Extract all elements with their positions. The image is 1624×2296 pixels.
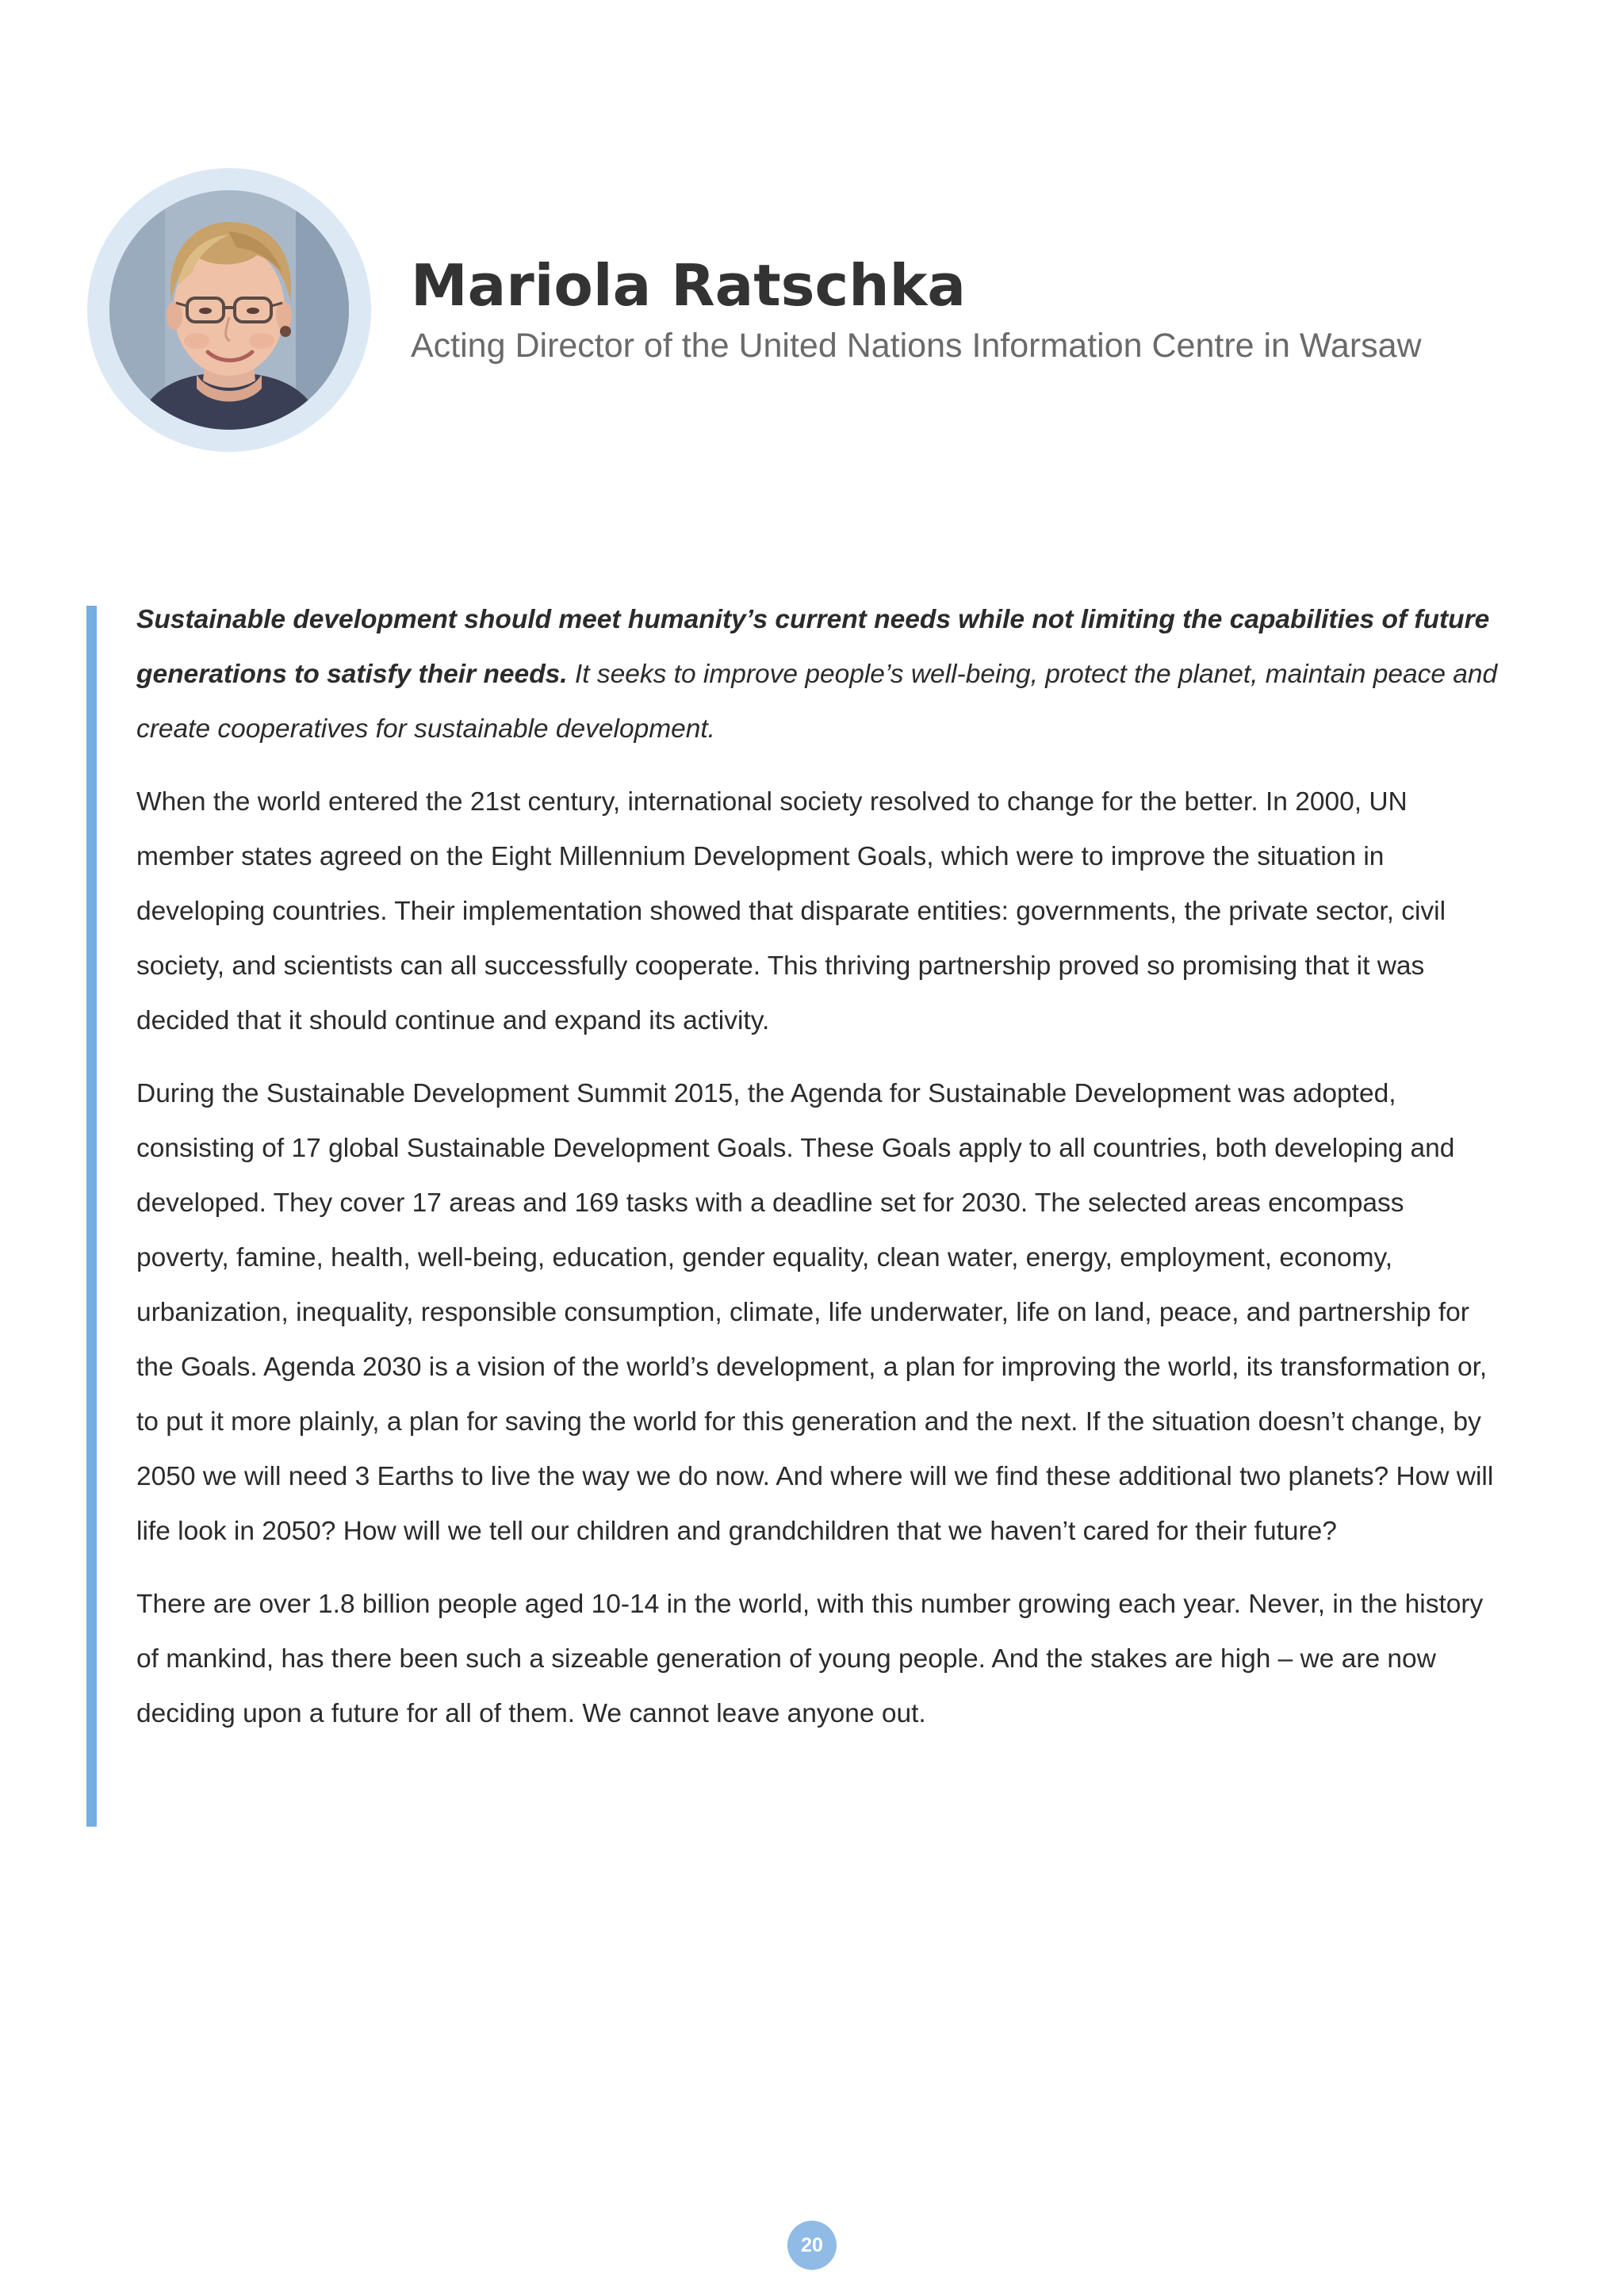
body-paragraph-3: There are over 1.8 billion people aged 10-14 in the world, with this number growing each year. Never, in the history of mankind, has there been such a sizeable generation of young people. And the stakes are high – we are now deciding upon a future for all of them. We cannot leave anyone out. [136, 1590, 1484, 1728]
author-role: Acting Director of the United Nations Information Centre in Warsaw [411, 327, 1422, 365]
quote-accent-bar [86, 606, 97, 1827]
lead-bold-text: Sustainable development should meet humanity’s current needs while not limiting the capabilities of future generations to satisfy their needs. [136, 605, 1490, 689]
author-portrait-photo [109, 190, 349, 430]
lead-italic-text: It seeks to improve people’s well-being, protect the planet, maintain peace and create cooperatives for sustainable development. [136, 660, 1498, 744]
lead-paragraph [136, 592, 1500, 756]
portrait-illustration [109, 190, 349, 430]
portrait-frame [87, 168, 371, 452]
page-number-badge: 20 [787, 2221, 837, 2270]
author-name: Mariola Ratschka [411, 252, 966, 319]
author-header [411, 252, 1584, 366]
article-body [136, 592, 1500, 1759]
body-paragraph-1: When the world entered the 21st century, international society resolved to change for the better. In 2000, UN member states agreed on the Eight Millennium Development Goals, which were to improve the situation in developing countries. Their implementation showed that disparate entities: governments, the private sector, civil society, and scientists can all successfully cooperate. This thriving partnership proved so promising that it was decided that it should continue and expand its activity. [136, 787, 1446, 1035]
body-paragraph-2: During the Sustainable Development Summit 2015, the Agenda for Sustainable Development was adopted, consisting of 17 global Sustainable Development Goals. These Goals apply to all countries, both developing and developed. They cover 17 areas and 169 tasks with a deadline set for 2030. The selected areas encompass poverty, famine, health, well-being, education, gender equality, clean water, energy, employment, economy, urbanization, inequality, responsible consumption, climate, life underwater, life on land, peace, and partnership for the Goals. Agenda 2030 is a vision of the world’s development, a plan for improving the world, its transformation or, to put it more plainly, a plan for saving the world for this generation and the next. If the situation doesn’t change, by 2050 we will need 3 Earths to live the way we do now. And where will we find these additional two planets? How will life look in 2050? How will we tell our children and grandchildren that we haven’t cared for their future? [136, 1079, 1494, 1546]
